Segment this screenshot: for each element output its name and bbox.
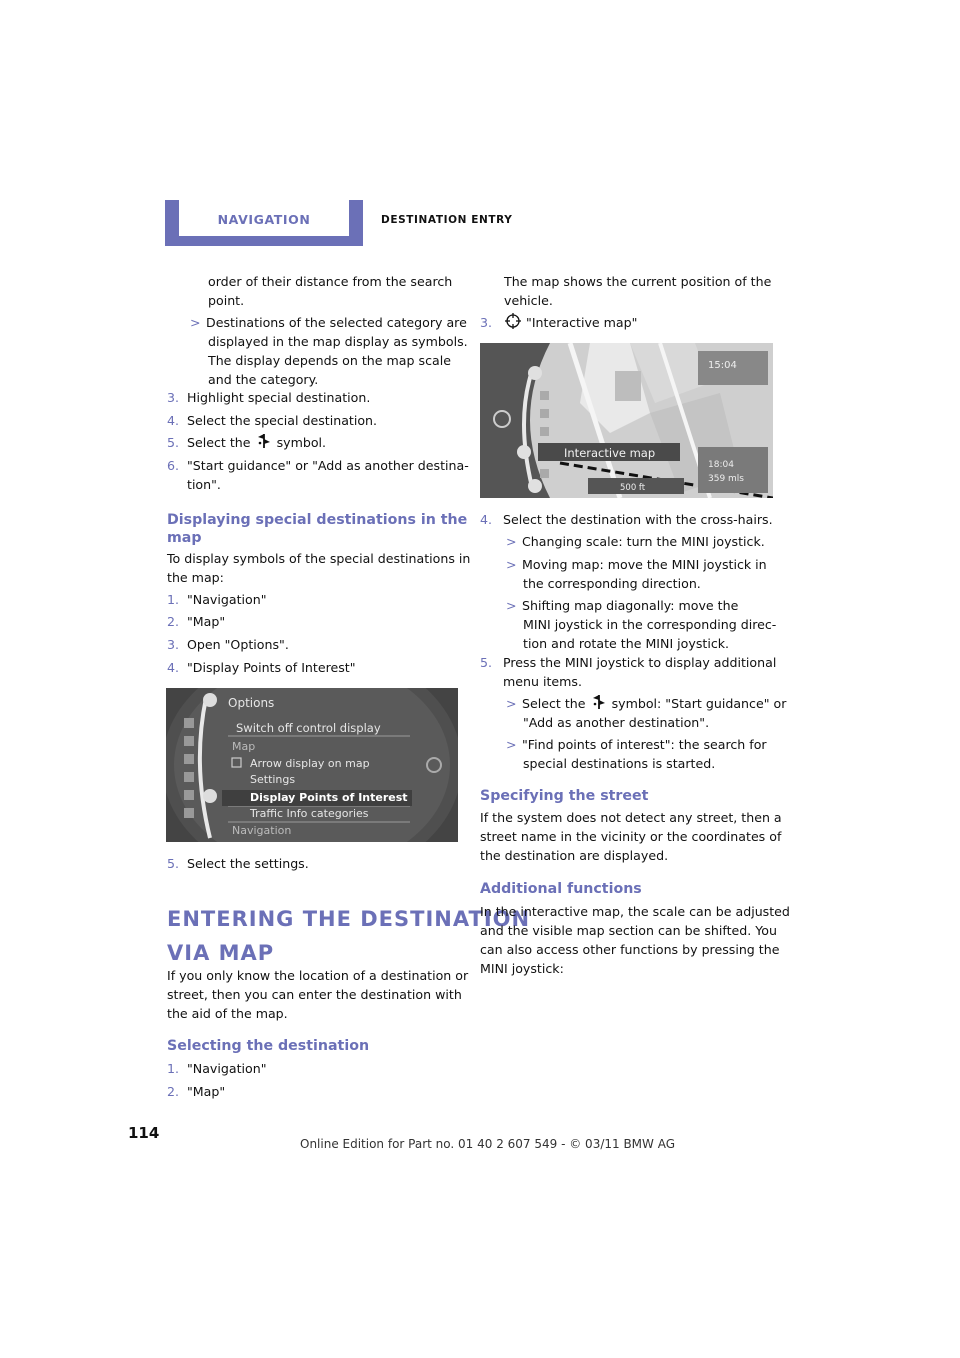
text-line: If the system does not detect any street, then a — [480, 810, 782, 825]
text-line: the destination are displayed. — [480, 848, 669, 863]
bullet-item — [506, 735, 767, 754]
step-text: "Navigation" — [187, 592, 267, 607]
text-line: the aid of the map. — [167, 1006, 288, 1021]
step-text: "Map" — [187, 1084, 226, 1099]
step-text: symbol. — [276, 435, 327, 450]
step-6 — [167, 456, 469, 475]
heading-specifying-street: Specifying the street — [480, 788, 649, 804]
text-line: The map shows the current position of the — [504, 274, 772, 289]
continued-text — [208, 272, 452, 310]
option-item: Traffic Info categories — [250, 807, 369, 820]
bullet-marker: > — [506, 534, 517, 549]
bullet-cont — [208, 332, 468, 389]
text-line: Moving map: move the MINI joystick in — [522, 557, 767, 572]
step-number: 3. — [167, 637, 180, 652]
text-line: To display symbols of the special destinations in — [167, 551, 471, 566]
options-menu-screenshot — [166, 688, 458, 842]
step-text: "Start guidance" or "Add as another destina- — [187, 458, 469, 473]
map-scale: 500 ft — [620, 483, 646, 493]
step-number: 2. — [167, 1084, 180, 1099]
text-line: If you only know the location of a destination or — [167, 968, 469, 983]
remaining-distance: 359 mls — [708, 474, 744, 484]
text-line: can also access other functions by pressing the — [480, 942, 780, 957]
step-number: 2. — [167, 614, 180, 629]
interactive-map-label: Interactive map — [564, 446, 656, 460]
step-number: 3. — [480, 315, 493, 330]
bullet-marker: > — [506, 696, 517, 711]
option-item: Arrow display on map — [250, 757, 370, 770]
step-2 — [167, 612, 225, 631]
text-line: Select the — [522, 696, 586, 711]
bullet-item — [506, 694, 786, 713]
heading-display-poi — [167, 511, 467, 547]
step-number: 3. — [167, 390, 180, 405]
bullet-marker: > — [506, 737, 517, 752]
step-4 — [167, 411, 377, 430]
eta-time: 18:04 — [708, 460, 734, 470]
text-line: Changing scale: turn the MINI joystick. — [522, 534, 765, 549]
heading-line: Displaying special destinations in the — [167, 512, 468, 528]
text-line: street, then you can enter the destination with — [167, 987, 462, 1002]
step-text: menu items. — [503, 674, 582, 689]
step-number: 4. — [480, 512, 493, 527]
step-3 — [167, 635, 289, 654]
text-line: MINI joystick: — [480, 961, 564, 976]
intro-text — [167, 549, 470, 587]
clock-time: 15:04 — [708, 360, 737, 371]
header-section: DESTINATION ENTRY — [381, 214, 513, 226]
text-line: vehicle. — [504, 293, 553, 308]
option-item-highlighted: Display Points of Interest — [250, 791, 408, 804]
bullet-item — [190, 313, 467, 332]
bullet-marker: > — [190, 315, 201, 330]
step-number: 1. — [167, 1061, 180, 1076]
step-number: 5. — [167, 856, 180, 871]
step-3 — [167, 388, 370, 407]
step-4 — [480, 510, 773, 529]
destination-flag-icon — [590, 694, 608, 710]
bullet-marker: > — [506, 557, 517, 572]
option-item: Switch off control display — [236, 721, 381, 735]
heading-selecting-destination: Selecting the destination — [167, 1038, 370, 1054]
step-number: 4. — [167, 413, 180, 428]
step-3 — [480, 313, 637, 332]
step-text: "Display Points of Interest" — [187, 660, 356, 675]
additional-paragraph — [480, 902, 790, 978]
map-description — [504, 272, 771, 310]
text-line: "Find points of interest": the search for — [522, 737, 767, 752]
step-number: 6. — [167, 458, 180, 473]
text-line: tion and rotate the MINI joystick. — [523, 636, 730, 651]
bullet-item — [506, 555, 767, 574]
bullet-cont — [523, 615, 776, 653]
step-text: "Navigation" — [187, 1061, 267, 1076]
step-5 — [480, 653, 776, 672]
step-text: Select the special destination. — [187, 413, 378, 428]
text-line: order of their distance from the search — [208, 274, 453, 289]
text-line: special destinations is started. — [523, 756, 716, 771]
text-line: symbol: "Start guidance" or — [611, 696, 787, 711]
option-item: Settings — [250, 773, 296, 786]
option-item: Navigation — [232, 824, 292, 837]
step-text: tion". — [187, 477, 221, 492]
step-number: 5. — [480, 655, 493, 670]
step-5 — [167, 433, 326, 452]
crosshair-map-icon — [504, 313, 522, 329]
bullet-item — [506, 532, 765, 551]
step-text: Select the — [187, 435, 251, 450]
step-2 — [167, 1082, 225, 1101]
text-line: The display depends on the map scale — [208, 353, 451, 368]
text-line: Shifting map diagonally: move the — [522, 598, 739, 613]
edition-footer: Online Edition for Part no. 01 40 2 607 549 - © 03/11 BMW AG — [300, 1137, 676, 1151]
step-4 — [167, 658, 356, 677]
text-line: Destinations of the selected category are — [206, 315, 467, 330]
bullet-marker: > — [506, 598, 517, 613]
heading-entering-destination — [167, 902, 530, 970]
step-number: 5. — [167, 435, 180, 450]
step-text: Select the settings. — [187, 856, 309, 871]
step-number: 1. — [167, 592, 180, 607]
text-line: the map: — [167, 570, 224, 585]
text-line: and the visible map section can be shifted. You — [480, 923, 777, 938]
text-line: "Add as another destination". — [523, 715, 710, 730]
step-1 — [167, 1059, 267, 1078]
step-text: Open "Options". — [187, 637, 289, 652]
step-1 — [167, 590, 267, 609]
step-text: Select the destination with the cross-hairs. — [503, 512, 773, 527]
intro-paragraph — [167, 966, 468, 1023]
header-chapter: NAVIGATION — [217, 212, 311, 227]
options-title: Options — [228, 696, 275, 710]
text-line: MINI joystick in the corresponding direc- — [523, 617, 777, 632]
text-line: the corresponding direction. — [523, 576, 701, 591]
step-text: "Interactive map" — [526, 315, 638, 330]
text-line: point. — [208, 293, 245, 308]
text-line: In the interactive map, the scale can be adjusted — [480, 904, 790, 919]
street-paragraph — [480, 808, 782, 865]
text-line: displayed in the map display as symbols. — [208, 334, 468, 349]
heading-line: map — [167, 530, 202, 546]
heading-additional-functions: Additional functions — [480, 881, 642, 897]
interactive-map-screenshot — [480, 343, 773, 498]
bullet-item — [506, 596, 738, 615]
text-line: and the category. — [208, 372, 319, 387]
destination-flag-icon — [255, 433, 273, 449]
step-text: Press the MINI joystick to display additional — [503, 655, 777, 670]
text-line: street name in the vicinity or the coordinates of — [480, 829, 782, 844]
option-item: Map — [232, 740, 256, 753]
step-text: Highlight special destination. — [187, 390, 371, 405]
step-5 — [167, 854, 309, 873]
step-number: 4. — [167, 660, 180, 675]
step-text: "Map" — [187, 614, 226, 629]
heading-line: ENTERING THE DESTINATION — [167, 907, 531, 931]
heading-line: VIA MAP — [167, 941, 275, 965]
page-number: 114 — [128, 1124, 160, 1142]
